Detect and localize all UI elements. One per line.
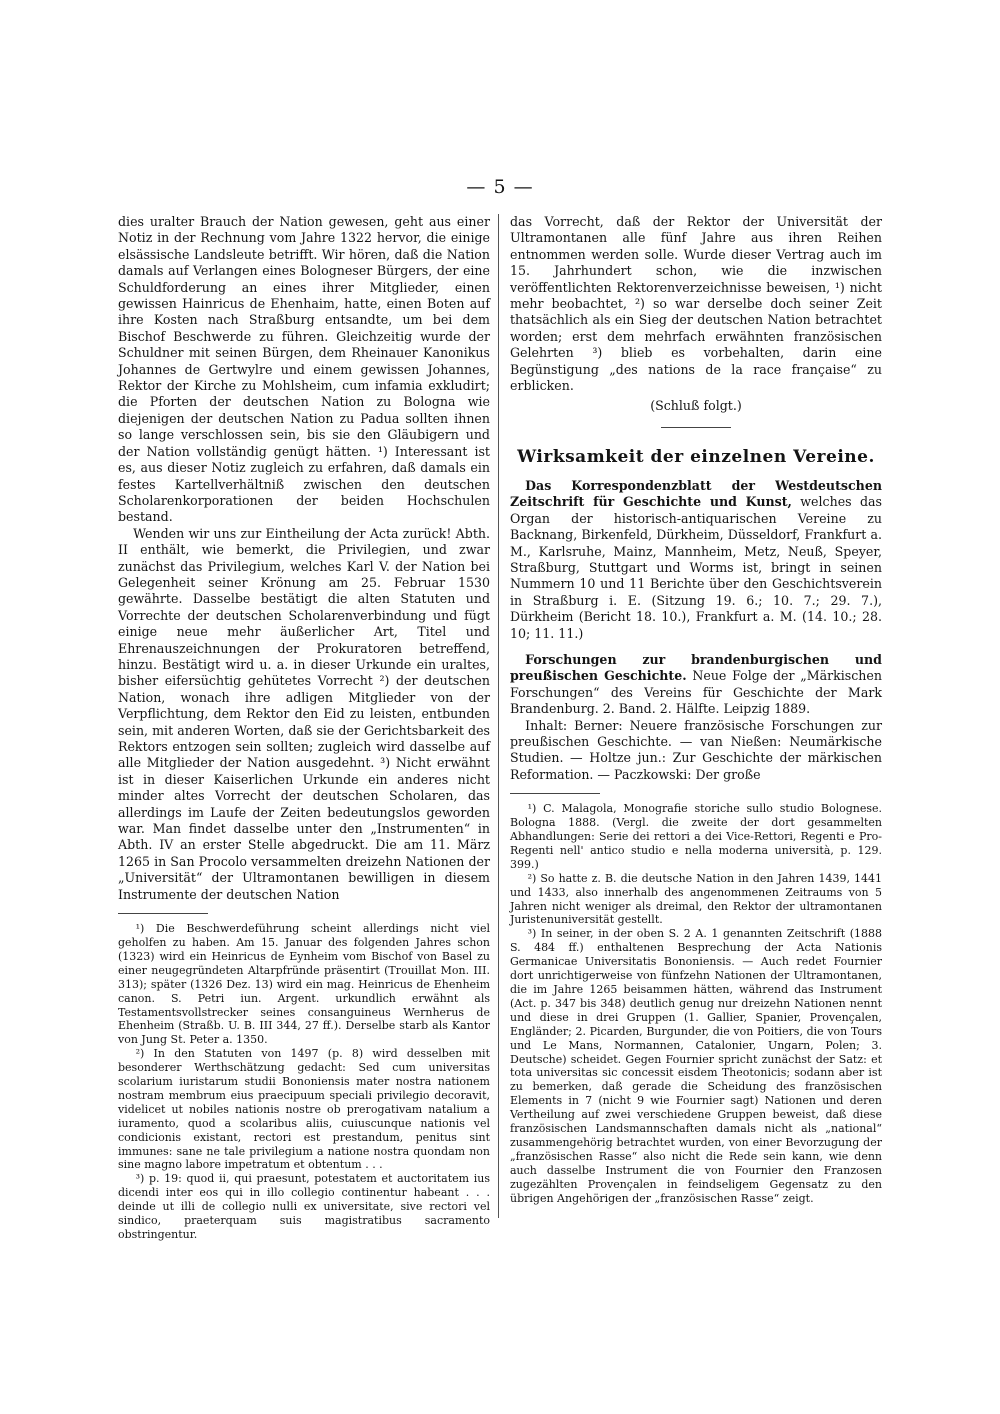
column-divider: [498, 214, 499, 1218]
continuation-note: (Schluß folgt.): [650, 398, 742, 414]
entry-text: welches das Organ der historisch-antiquarischen Vereine zu Backnang, Birkenfeld, Dürkheim, Düsseldorf, Frankfurt a. M., Karlsruhe, Mainz, Mannheim, Metz, Neuß, Speyer, Straßburg, Stuttgart und Worms ist, bringt in seinen Nummern 10 und 11 Berichte über den Geschichtsverein in Straßburg i. E. (Sitzung 19. 6.; 10. 7.; 29. 7.), Dürkheim (Bericht 18. 10.), Frankfurt a. M. (14. 10.; 28. 10; 11. 11.): [510, 494, 882, 641]
left-column: [118, 214, 490, 1242]
footnote-rule: [510, 793, 600, 794]
body-paragraph: Wenden wir uns zur Eintheilung der Acta zurück! Abth. II enthält, wie bemerkt, die Privilegien, und zwar zunächst das Privilegium, welches Karl V. der Nation bei Gelegenheit seiner Krönung am 25. Februar 1530 gewährte. Dasselbe bestätigt die alten Statuten und Vorrechte der deutschen Scholarenverbindung und fügt einige neue mehr äußerlicher Art, Titel und Ehrenauszeichnungen der Prokuratoren betreffend, hinzu. Bestätigt wird u. a. in dieser Urkunde ein uraltes, bisher eifersüchtig gehütetes Vorrecht ²) der deutschen Nation, wonach ihre adligen Mitglieder von der Verpflichtung, dem Rektor den Eid zu leisten, entbunden sein, mit anderen Worten, daß sie der Gerichtsbarkeit des Rektors entzogen sein sollten; zugleich wird dasselbe auf alle Mitglieder der Nation ausgedehnt. ³) Nicht erwähnt ist in dieser Kaiserlichen Urkunde ein anderes nicht minder altes Vorrecht der deutschen Scholaren, das allerdings im Laufe der Zeiten bedeutungslos geworden war. Man findet dasselbe unter den „Instrumenten“ in Abth. IV an erster Stelle abgedruckt. Die am 11. März 1265 in San Procolo versammelten dreizehn Nationen der „Universität“ der Ultramontanen bewilligen in diesem Instrumente der deutschen Nation: [118, 525, 490, 902]
section-heading: Wirksamkeit der einzelnen Vereine.: [517, 446, 875, 467]
entry-text: Neue Folge der „Märkischen Forschungen“ des Vereins für Geschichte der Mark Brandenburg. 2. Band. 2. Hälfte. Leipzig 1889.: [510, 668, 882, 717]
entry-title: Forschungen zur brandenburgischen und preußischen Geschichte.: [510, 651, 882, 684]
footnote: ¹) Die Beschwerdeführung scheint allerdings nicht viel geholfen zu haben. Am 15. Januar des folgenden Jahres schon (1323) wird ein Heinricus de Eynheim vom Bischof von Basel zu einer neugegründeten Altarpfründe präsentirt (Trouillat Mon. III. 313); später (1326 Dez. 13) wird ein mag. Heinricus de Ehenheim canon. S. Petri iun. Argent. urkundlich erwähnt als Testamentsvollstrecker seines consanguineus Wernherus de Ehenheim (Straßb. U. B. III 344, 27 ff.). Derselbe starb als Kantor von Jung St. Peter a. 1350.: [118, 922, 490, 1047]
footnote: ³) In seiner, in der oben S. 2 A. 1 genannten Zeitschrift (1888 S. 484 ff.) enthaltenen Besprechung der Acta Nationis Germanicae Universitatis Bononiensis. — Auch redet Fournier dort unrichtigerweise von fünfzehn Nationen der Ultramontanen, die im Jahre 1265 beisammen hätten, während das Instrument (Act. p. 347 bis 348) deutlich genug nur dreizehn Nationen nennt und diese in drei Gruppen (1. Gallier, Spanier, Provençalen, Engländer; 2. Picarden, Burgunder, die von Poitiers, die von Tours und Le Mans, Normannen, Catalonier, Ungarn, Polen; 3. Deutsche) scheidet. Gegen Fournier spricht zunächst der Satz: et tota universitas sic concessit eisdem Theotonicis; sodann aber ist zu bemerken, daß gerade die Scheidung des französischen Elements in 7 (nicht 9 wie Fournier sagt) Nationen und deren Vertheilung auf zwei verschiedene Gruppen beweist, daß diese französischen Landsmannschaften damals nicht als „national“ zusammengehörig betrachtet wurden, von einer Bevorzugung der „französischen Rasse“ also nicht die Rede sein kann, wie denn auch dasselbe Instrument die von Fournier den Franzosen zugezählten Provençalen in feindseligem Gegensatz zu den übrigen Angehörigen der „französischen Rasse“ zeigt.: [510, 927, 882, 1205]
body-paragraph: dies uralter Brauch der Nation gewesen, geht aus einer Notiz in der Rechnung vom Jahre 1322 hervor, die einige elsässische Landsleute betrifft. Wir hören, daß die Nation damals auf Verlangen eines Bologneser Bürgers, der eine Schuldforderung an eines ihrer Mitglieder, einen gewissen Hainricus de Ehenhaim, hatte, einen Boten auf ihre Kosten nach Straßburg entsandte, um bei dem Bischof Beschwerde zu führen. Gleichzeitig wurde der Schuldner mit seinen Bürgen, dem Rheinauer Kanonikus Johannes de Gertwylre und einem gewissen Johannes, Rektor der Kirche zu Mohlsheim, cum infamia exkludirt; die Pforten der deutschen Nation zu Bologna wie diejenigen der deutschen Nation zu Padua sollten ihnen so lange verschlossen sein, bis sie den Gläubigern und der Nation vollständig genügt hätten. ¹) Interessant ist es, aus dieser Notiz zugleich zu erfahren, daß damals ein festes Kartellverhältniß zwischen den deutschen Scholarenkorporationen der beiden Hochschulen bestand.: [118, 214, 490, 525]
footnote: ¹) C. Malagola, Monografie storiche sullo studio Bolognese. Bologna 1888. (Vergl. die zweite der dort gesammelten Abhandlungen: Serie dei rettori a dei Vice-Rettori, Regenti e Pro-Regenti nell' antico studio e nella moderna università, p. 129. 399.): [510, 802, 882, 871]
footnote: ³) p. 19: quod ii, qui praesunt, potestatem et auctoritatem ius dicendi inter eos qui in illo collegio continentur habeant . . . deinde ut illi de collegio nulli ex universitate, sive rectori vel sindico, praeterquam suis magistratibus sacramento obstringentur.: [118, 1172, 490, 1241]
section-rule: [661, 427, 731, 428]
entry-title: Das Korrespondenzblatt der Westdeutschen Zeitschrift für Geschichte und Kunst,: [510, 477, 882, 510]
footnote: ²) So hatte z. B. die deutsche Nation in den Jahren 1439, 1441 und 1433, also innerhalb des angenommenen Zeitraums von 5 Jahren nicht weniger als dreimal, den Rektor der ultramontanen Juristenuniversität gestellt.: [510, 871, 882, 927]
right-column: [510, 214, 882, 1205]
entry-contents: Inhalt: Berner: Neuere französische Forschungen zur preußischen Geschichte. — van Nießen: Neumärkische Studien. — Holtze jun.: Zur Geschichte der märkischen Reformation. — Paczkowski: Der große: [510, 717, 882, 782]
page-number: — 5 —: [466, 176, 534, 198]
body-paragraph: das Vorrecht, daß der Rektor der Universität der Ultramontanen alle fünf Jahre aus ihren Reihen entnommen werden solle. Wurde dieser Vertrag auch im 15. Jahrhundert schon, wie die inzwischen veröffentlichten Rektorenverzeichnisse beweisen, ¹) nicht mehr beobachtet, ²) so war derselbe doch seiner Zeit thatsächlich als ein Sieg der deutschen Nation betrachtet worden; erst dem mehrfach erwähnten französischen Gelehrten ³) blieb es vorbehalten, darin eine Begünstigung „des nations de la race française“ zu erblicken.: [510, 214, 882, 394]
footnote: ²) In den Statuten von 1497 (p. 8) wird desselben mit besonderer Werthschätzung gedacht: Sed cum universitas scolarium iuristarum studii Bononiensis mater nostra nationem nostram membrum eius praecipuum speciali privilegio decoravit, videlicet ut nobiles nationis nostre ob prerogativam natalium a iuramento, quod a scolaribus aliis, cuiuscunque nationis vel condicionis existant, rectori est prestandum, penitus sint immunes: sane ne tale privilegium a natione nostra quondam non sine magno labore impetratum et obtentum . . .: [118, 1047, 490, 1172]
footnote-rule: [118, 913, 208, 914]
society-entry: [510, 652, 882, 718]
society-entry: [510, 478, 882, 642]
